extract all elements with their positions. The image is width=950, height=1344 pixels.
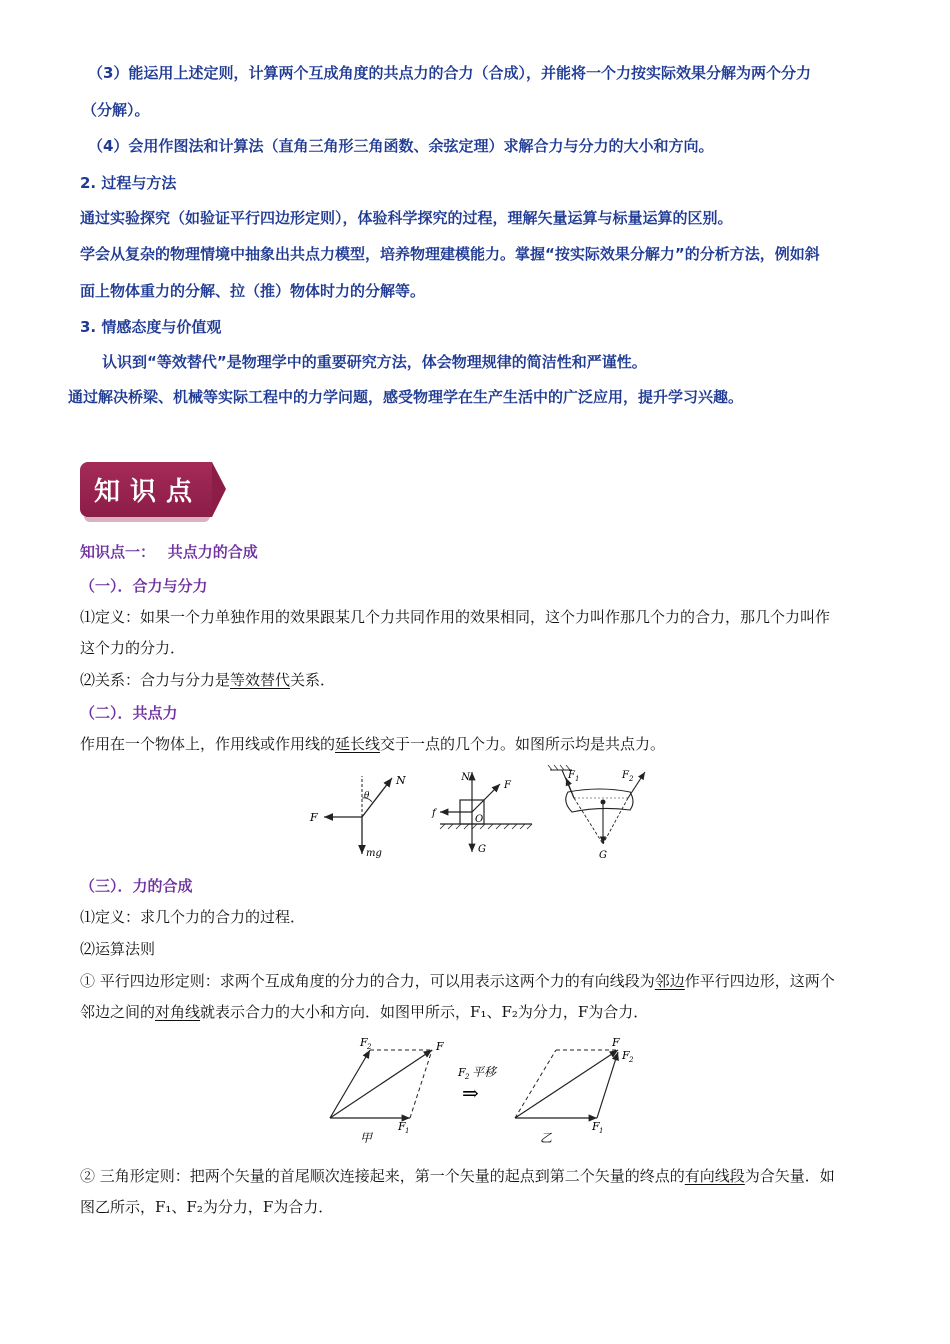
triangle-suffix: 为合矢量．如 [744, 1167, 835, 1185]
section-concurrent-forces: （二）．共点力 [80, 704, 178, 722]
svg-text:1: 1 [405, 1127, 410, 1135]
concurrent-keyword: 延长线 [335, 735, 381, 753]
label-G: G [478, 844, 486, 855]
label-N: N [396, 774, 406, 787]
label-F2-sub: 2 [629, 775, 634, 783]
figure-yi [515, 1036, 634, 1145]
triangle-prefix: ② 三角形定则：把两个矢量的首尾顺次连接起来，第一个矢量的起点到第二个矢量的终点的 [80, 1167, 685, 1185]
parallelogram-rule-line1 [80, 970, 835, 991]
figure-block-on-ground [431, 772, 532, 855]
diagonal-suffix: 就表示合力的大小和方向．如图甲所示，F₁、F₂为分力，F为合力． [200, 1003, 649, 1021]
heading-process-method: 2. 过程与方法 [80, 174, 177, 192]
triangle-rule-line1 [80, 1165, 835, 1186]
composition-definition: ⑴定义：求几个力的合力的过程． [80, 908, 306, 926]
svg-text:2: 2 [367, 1043, 372, 1051]
svg-text:2: 2 [629, 1056, 634, 1064]
svg-text:F: F [360, 1036, 368, 1049]
objective-3-line2: （分解）。 [82, 101, 150, 119]
process-paragraph-2-line2: 面上物体重力的分解、拉（推）物体时力的分解等。 [80, 282, 426, 300]
svg-text:F: F [436, 1040, 444, 1053]
label-G2: G [599, 850, 607, 861]
parallelogram-suffix: 作平行四边形，这两个 [684, 972, 835, 990]
relation-keyword: 等效替代 [230, 671, 291, 689]
concurrent-prefix: 作用在一个物体上，作用线或作用线的 [80, 735, 336, 753]
triangle-keyword: 有向线段 [684, 1167, 745, 1185]
label-shift: 平移 [472, 1065, 497, 1079]
svg-text:2: 2 [465, 1073, 470, 1081]
label-F2b: F [622, 770, 629, 781]
knowledge-banner [80, 462, 212, 517]
concurrent-suffix: 交于一点的几个力。如图所示均是共点力。 [380, 735, 666, 753]
label-mg: mg [366, 848, 382, 859]
parallelogram-rule-line2 [80, 1001, 648, 1022]
svg-text:F: F [458, 1066, 466, 1079]
values-paragraph-1: 认识到“等效替代”是物理学中的重要研究方法，体会物理规律的简洁性和严谨性。 [102, 353, 647, 371]
figure-jia [330, 1036, 444, 1145]
figure-shift-arrow [457, 1065, 498, 1105]
kp1-title: 知识点一： 共点力的合成 [80, 543, 258, 561]
concurrent-forces-text [80, 733, 665, 754]
label-N2: N [461, 772, 470, 783]
composition-rules: ⑵运算法则 [80, 940, 156, 958]
process-paragraph-1: 通过实验探究（如验证平行四边形定则），体验科学探究的过程，理解矢量运算与标量运算的区别。 [80, 209, 733, 227]
relation-line [80, 669, 335, 690]
svg-text:F: F [612, 1036, 620, 1049]
svg-text:1: 1 [599, 1127, 604, 1135]
relation-prefix: ⑵关系：合力与分力是 [80, 671, 231, 689]
triangle-rule-line2: 图乙所示，F₁、F₂为分力，F为合力． [80, 1198, 334, 1216]
svg-text:F: F [622, 1049, 630, 1062]
composition-figure [320, 1032, 650, 1152]
figure-suspended-beam [548, 765, 645, 861]
heading-emotion-values: 3. 情感态度与价值观 [80, 318, 222, 336]
svg-text:F: F [592, 1120, 600, 1133]
objective-3-line1: （3）能运用上述定则，计算两个互成角度的共点力的合力（合成），并能将一个力按实际效果分解为两个分力 [88, 64, 811, 82]
label-F: F [310, 811, 318, 824]
banner-title: 知识点 [94, 477, 203, 507]
label-jia: 甲 [360, 1131, 373, 1145]
definition-resultant-line1: ⑴定义：如果一个力单独作用的效果跟某几个力共同作用的效果相同，这个力叫作那几个力的合力，那几个力叫作 [80, 608, 831, 626]
label-yi: 乙 [540, 1131, 553, 1145]
label-F1: F [568, 770, 575, 781]
label-f: f [432, 808, 436, 819]
shift-arrow-icon: ⇒ [462, 1081, 479, 1105]
concurrent-forces-figure [300, 762, 660, 862]
figure-hanging-point [309, 774, 406, 859]
parallelogram-keyword-2: 对角线 [155, 1003, 201, 1021]
svg-text:F: F [398, 1120, 406, 1133]
process-paragraph-2-line1: 学会从复杂的物理情境中抽象出共点力模型，培养物理建模能力。掌握“按实际效果分解力”的分析方法，例如斜 [80, 245, 820, 263]
parallelogram-prefix: ① 平行四边形定则：求两个互成角度的分力的合力，可以用表示这两个力的有向线段为 [80, 972, 655, 990]
diagonal-prefix: 邻边之间的 [80, 1003, 156, 1021]
objective-4: （4）会用作图法和计算法（直角三角形三角函数、余弦定理）求解合力与分力的大小和方向。 [88, 137, 714, 155]
label-F1-sub: 1 [575, 775, 580, 783]
label-F2: F [504, 780, 511, 791]
values-paragraph-2: 通过解决桥梁、机械等实际工程中的力学问题，感受物理学在生产生活中的广泛应用，提升学习兴趣。 [68, 388, 744, 406]
label-theta: θ [364, 791, 370, 801]
section-resultant-component: （一）．合力与分力 [80, 577, 208, 595]
label-O: O [475, 814, 484, 825]
section-composition: （三）．力的合成 [80, 877, 193, 895]
relation-suffix: 关系． [290, 671, 336, 689]
definition-resultant-line2: 这个力的分力． [80, 639, 186, 657]
parallelogram-keyword-1: 邻边 [654, 972, 685, 990]
